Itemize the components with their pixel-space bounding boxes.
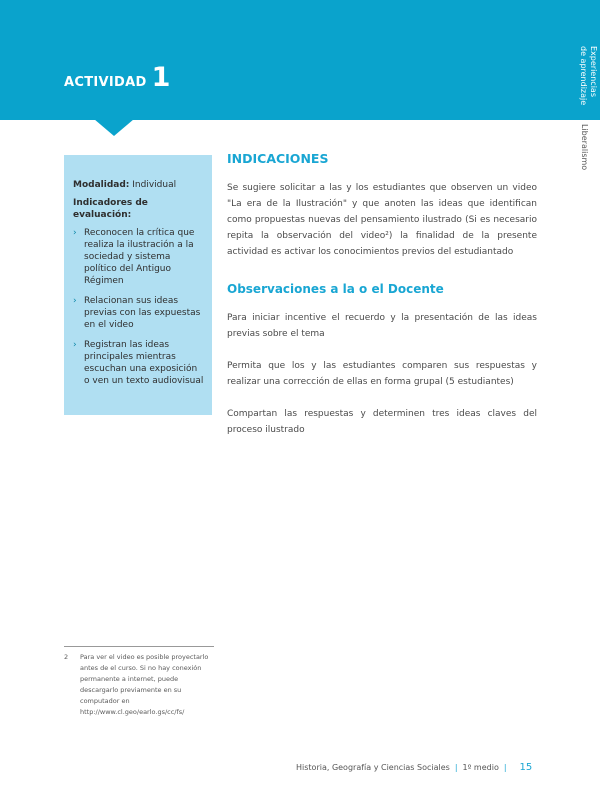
footnote-text: Para ver el video es posible proyectarlo antes de el curso. Si no hay conexión permanente a internet, puede descargarlo previamente en su computador en http://www.cl.geo/earlo.gs/cc/fs/ bbox=[80, 653, 209, 716]
footer-separator: | bbox=[503, 763, 507, 772]
book-title: Historia, Geografía y Ciencias Sociales bbox=[296, 763, 450, 772]
criteria-list bbox=[73, 227, 204, 387]
activity-title bbox=[64, 62, 170, 93]
footnote-divider bbox=[64, 646, 214, 647]
modality-value: Individual bbox=[132, 180, 177, 190]
indicaciones-heading: INDICACIONES bbox=[227, 151, 329, 166]
criteria-item: › Reconocen la crítica que realiza la ilustración a la sociedad y sistema político del Antiguo Régimen bbox=[73, 227, 204, 287]
observaciones-paragraph: Compartan las respuestas y determinen tres ideas claves del proceso ilustrado bbox=[227, 409, 537, 435]
criteria-item: › Relacionan sus ideas previas con las expuestas en el video bbox=[73, 295, 204, 331]
footnote bbox=[64, 652, 214, 718]
evaluation-sidebar bbox=[64, 155, 212, 415]
criteria-item: › Registran las ideas principales mientras escuchan una exposición o ven un texto audiovisual bbox=[73, 339, 204, 387]
footnote-number: 2 bbox=[64, 653, 69, 661]
activity-label: ACTIVIDAD bbox=[64, 75, 147, 90]
modality-label: Modalidad: bbox=[73, 180, 130, 190]
modality-row bbox=[73, 179, 204, 191]
side-tab-topic: Liberalismo bbox=[580, 124, 589, 171]
page-number: 15 bbox=[519, 762, 533, 773]
header-band bbox=[0, 0, 600, 120]
observaciones-heading: Observaciones a la o el Docente bbox=[227, 282, 444, 296]
header-pointer bbox=[94, 119, 134, 136]
observaciones-paragraph: Para iniciar incentive el recuerdo y la presentación de las ideas previas sobre el tema bbox=[227, 313, 537, 339]
activity-number: 1 bbox=[151, 62, 171, 93]
observaciones-paragraph: Permita que los y las estudiantes comparen sus respuestas y realizar una corrección de ellas en forma grupal (5 estudiantes) bbox=[227, 361, 537, 387]
main-content bbox=[227, 151, 537, 438]
indicators-title: Indicadores de evaluación: bbox=[73, 198, 148, 220]
side-tab-section: Experiencias de aprendizaje bbox=[579, 46, 598, 106]
grade-label: 1º medio bbox=[462, 763, 499, 772]
footer-separator: | bbox=[454, 763, 458, 772]
page-footer bbox=[296, 762, 532, 773]
indicaciones-paragraph: Se sugiere solicitar a las y los estudiantes que observen un video "La era de la Ilustración" y que anoten las ideas que identifican como propuestas nuevas del pensamiento ilustrado (Si es necesario repita la observación del video²) la finalidad de la presente actividad es activar los conocimientos previos del estudiantado bbox=[227, 183, 537, 257]
